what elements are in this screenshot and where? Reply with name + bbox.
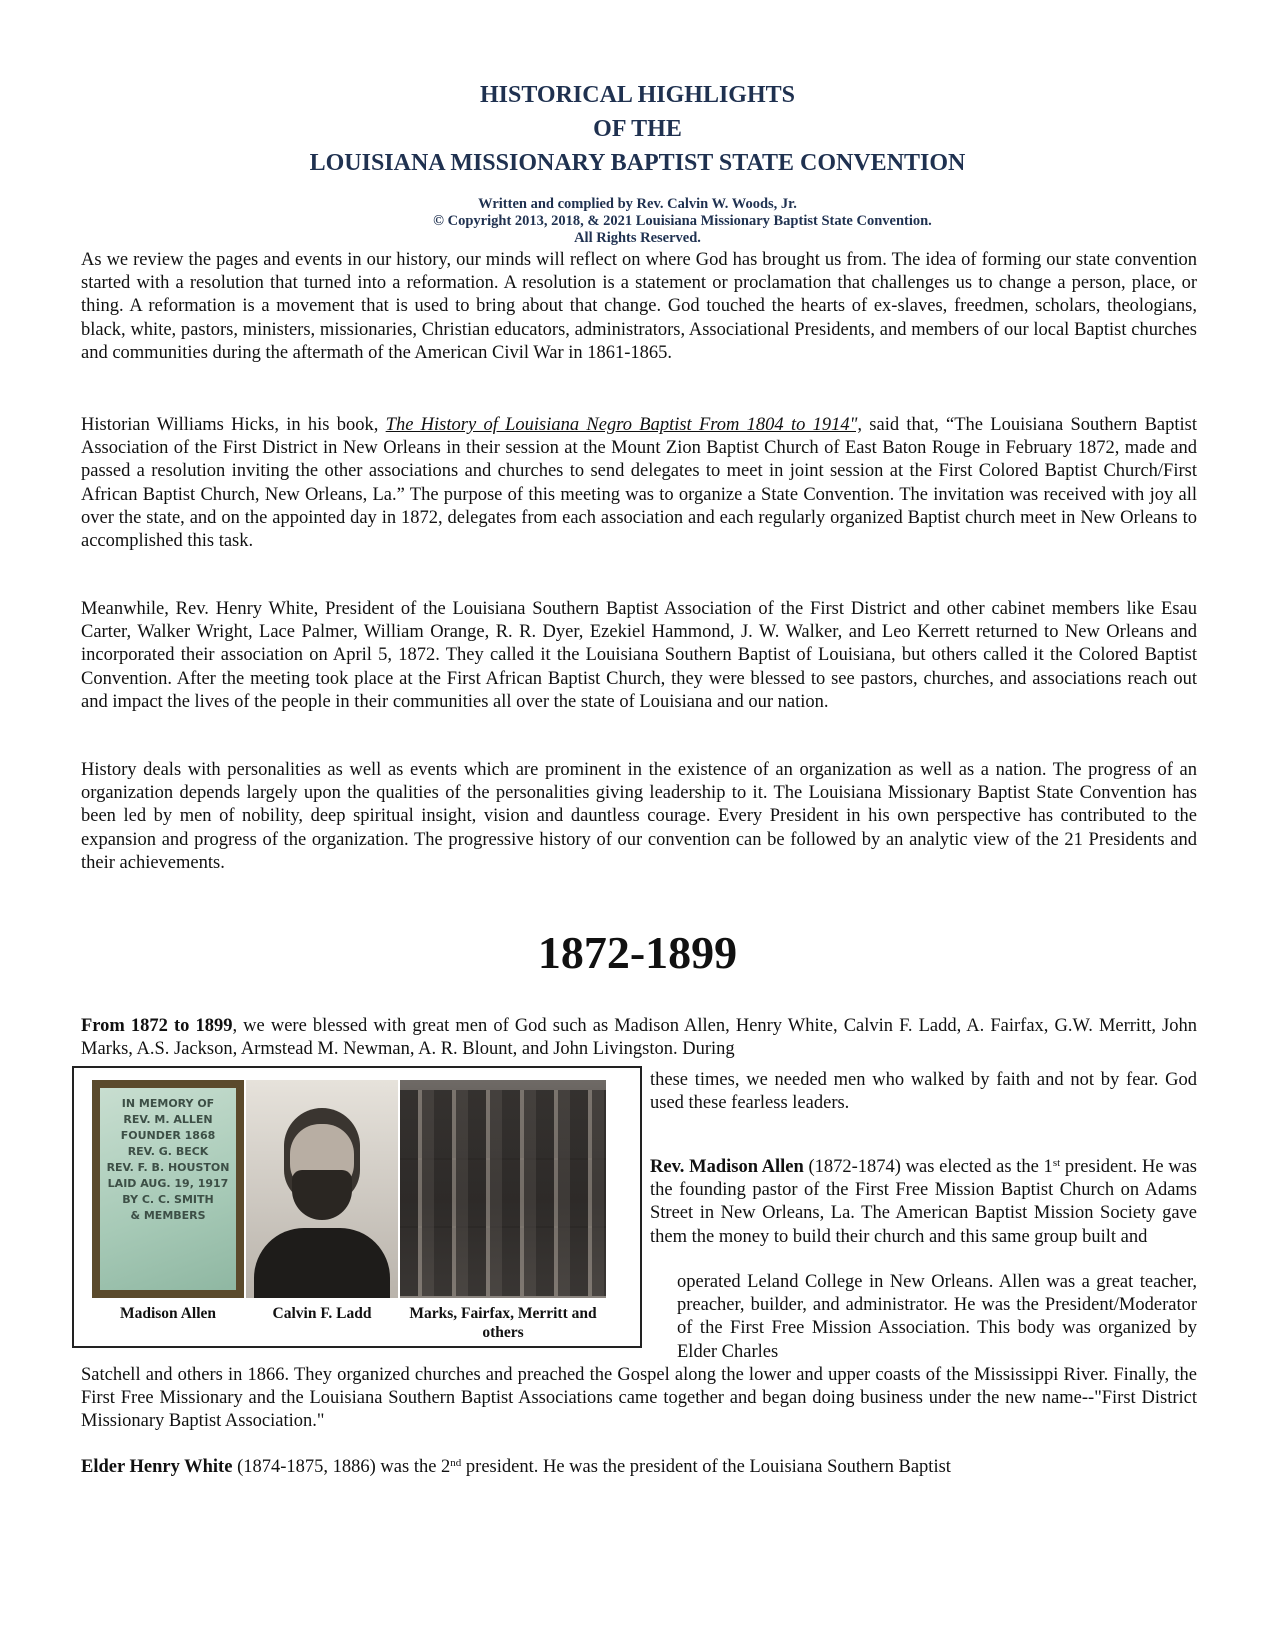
intro-paragraph: As we review the pages and events in our history, our minds will reflect on where God has brought us from. The idea of forming our state convention started with a resolution that turned into a reformation. A resolution is a statement or proclamation that challenges us to change a person, place, or thing. A reformation is a movement that is used to bring about that change. God touched the hearts of ex-slaves, freedmen, scholars, theologians, black, white, pastors, ministers, missionaries, Christian educators, administrators, Associational Presidents, and members of our local Baptist churches and communities during the aftermath of the American Civil War in 1861-1865. bbox=[81, 250, 1197, 363]
ordinal-suffix: st bbox=[1052, 1157, 1061, 1169]
madison-allen-years: (1872-1874) was elected as the 1 bbox=[803, 1157, 1053, 1177]
era-intro-lead: From 1872 to 1899 bbox=[81, 1016, 233, 1036]
henry-white-name: Elder Henry White bbox=[81, 1457, 233, 1477]
plaque-line: & MEMBERS bbox=[130, 1209, 206, 1222]
document-title-line-2: OF THE bbox=[593, 116, 682, 142]
portrait-beard bbox=[292, 1170, 352, 1220]
historian-text-rest: said that, “The Louisiana Southern Baptist Association of the First District in New Orleans in their session at the Mount Zion Baptist Church of East Baton Rouge in February 1872, made and passed a resolution inviting the other associations and churches to send delegates to meet in joint session at the First Colored Baptist Church/First African Baptist Church, New Orleans, La.” The purpose of this meeting was to organize a State Convention. The invitation was received with joy all over the state, and on the appointed day in 1872, delegates from each association and each regularly organized Baptist church meet in New Orleans to accomplished this task. bbox=[81, 415, 1197, 552]
document-title-line-1: HISTORICAL HIGHLIGHTS bbox=[480, 82, 795, 108]
madison-allen-plaque-photo bbox=[92, 1080, 244, 1298]
group-photo-row bbox=[400, 1226, 606, 1296]
madison-allen-paragraph bbox=[650, 1156, 1197, 1249]
photo-caption-group: Marks, Fairfax, Merritt and others bbox=[409, 1305, 597, 1341]
calvin-ladd-portrait bbox=[246, 1080, 398, 1298]
henry-white-paragraph: Meanwhile, Rev. Henry White, President of the Louisiana Southern Baptist Association of the First District and other cabinet members like Esau Carter, Walker Wright, Lace Palmer, William Orange, R. R. Dyer, Ezekiel Hammond, J. W. Walker, and Leo Kerrett returned to New Orleans and incorporated their association on April 5, 1872. They called it the Louisiana Southern Baptist of Louisiana, but others called it the Colored Baptist Convention. After the meeting took place at the First African Baptist Church, they were blessed to see pastors, churches, and associations reach out and impact the lives of the people in their communities all over the state of Louisiana and our nation. bbox=[81, 599, 1197, 712]
ordinal-suffix: nd bbox=[450, 1457, 462, 1469]
plaque-line: REV. F. B. HOUSTON bbox=[106, 1161, 230, 1174]
historian-paragraph bbox=[81, 414, 1197, 553]
copyright-notice: © Copyright 2013, 2018, & 2021 Louisiana Missionary Baptist State Convention. bbox=[433, 213, 932, 229]
henry-white-president-paragraph bbox=[81, 1456, 1197, 1479]
madison-allen-paragraph-end: Satchell and others in 1866. They organized churches and preached the Gospel along the lower and upper coasts of the Mississippi River. Finally, the First Free Missionary and the Louisiana Southern Baptist Associations came together and began doing business under the new name--"First District Missionary Baptist Association." bbox=[81, 1365, 1197, 1432]
plaque-line: LAID AUG. 19, 1917 bbox=[107, 1177, 229, 1190]
plaque-line: REV. G. BECK bbox=[127, 1145, 209, 1158]
plaque-line: REV. M. ALLEN bbox=[123, 1113, 213, 1126]
book-title-link[interactable]: The History of Louisiana Negro Baptist From 1804 to 1914", bbox=[385, 415, 863, 435]
madison-allen-paragraph-cont: operated Leland College in New Orleans. Allen was a great teacher, preacher, builder, and administrator. He was the President/Moderator of the First Free Mission Association. This body was organized by Elder Charles bbox=[677, 1272, 1197, 1362]
photo-panel bbox=[72, 1066, 642, 1348]
photo-caption-calvin-ladd: Calvin F. Ladd bbox=[272, 1305, 372, 1322]
plaque-line: FOUNDER 1868 bbox=[120, 1129, 216, 1142]
henry-white-years: (1874-1875, 1886) was the 2 bbox=[232, 1457, 451, 1477]
memorial-plaque bbox=[100, 1088, 236, 1290]
portrait-coat bbox=[254, 1228, 390, 1298]
henry-white-text: president. He was the president of the Louisiana Southern Baptist bbox=[461, 1457, 951, 1477]
group-photo-row bbox=[400, 1090, 606, 1160]
author-credit: Written and complied by Rev. Calvin W. Woods, Jr. bbox=[478, 196, 797, 212]
personalities-paragraph: History deals with personalities as well as events which are prominent in the existence of an organization as well as a nation. The progress of an organization depends largely upon the qualities of the personalities giving leadership to it. The Louisiana Missionary Baptist State Convention has been led by men of nobility, deep spiritual insight, vision and dauntless courage. Every President in his own perspective has contributed to the expansion and progress of the organization. The progressive history of our convention can be followed by an analytic view of the 21 Presidents and their achievements. bbox=[81, 760, 1197, 873]
era-intro-continued: these times, we needed men who walked by faith and not by fear. God used these fearless leaders. bbox=[650, 1070, 1197, 1114]
plaque-line: IN MEMORY OF bbox=[121, 1097, 215, 1110]
historian-text-start: Historian Williams Hicks, in his book, bbox=[81, 415, 386, 435]
madison-allen-name: Rev. Madison Allen bbox=[650, 1157, 804, 1177]
era-heading: 1872-1899 bbox=[537, 927, 738, 978]
era-intro-text: , we were blessed with great men of God such as Madison Allen, Henry White, Calvin F. Ladd, A. Fairfax, G.W. Merritt, John Marks, A.S. Jackson, Armstead M. Newman, A. R. Blount, and John Livingston. During bbox=[81, 1016, 1197, 1060]
rights-notice: All Rights Reserved. bbox=[574, 230, 701, 246]
group-photo bbox=[400, 1080, 606, 1298]
madison-allen-text: president. He was the founding pastor of the First Free Mission Baptist Church on Adams Street in New Orleans, La. The American Baptist Mission Society gave them the money to build their church and this same group built and bbox=[650, 1157, 1197, 1247]
plaque-line: BY C. C. SMITH bbox=[122, 1193, 214, 1206]
photo-caption-madison-allen: Madison Allen bbox=[119, 1305, 217, 1322]
era-intro-paragraph bbox=[81, 1015, 1197, 1061]
document-title-line-3: LOUISIANA MISSIONARY BAPTIST STATE CONVENTION bbox=[309, 150, 966, 176]
group-photo-row bbox=[400, 1158, 606, 1228]
